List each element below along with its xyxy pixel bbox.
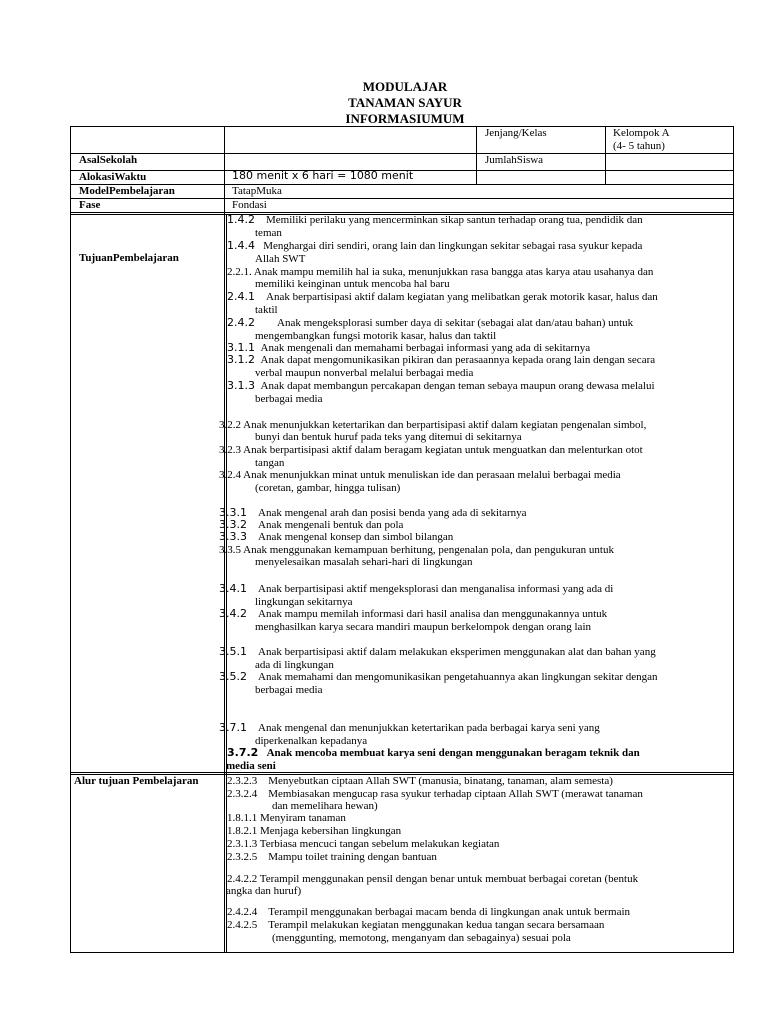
list-item-cont: diperkenalkan kepadanya	[255, 735, 368, 747]
model-pembelajaran-label: ModelPembelajaran	[79, 185, 175, 197]
fase-value: Fondasi	[232, 199, 267, 211]
list-item-cont: tangan	[255, 457, 285, 469]
list-item-cont: angka dan huruf)	[226, 885, 302, 897]
list-item-cont: (coretan, gambar, hingga tulisan)	[255, 482, 401, 494]
list-item: 2.3.2.3 Menyebutkan ciptaan Allah SWT (manusia, binatang, tanaman, alam semesta)	[227, 775, 613, 787]
list-item: 2.4.1 Anak berpartisipasi aktif dalam kegiatan yang melibatkan gerak motorik kasar, halus dan	[227, 290, 658, 303]
list-item-cont: verbal maupun nonverbal melalui berbagai media	[255, 367, 474, 379]
list-item-cont: memiliki keinginan untuk mencoba hal baru	[255, 278, 450, 290]
jumlah-siswa-label: JumlahSiswa	[485, 154, 544, 166]
list-item: 3.7.2 Anak mencoba membuat karya seni dengan menggunakan beragam teknik dan	[227, 746, 640, 759]
asal-sekolah-label: AsalSekolah	[79, 154, 138, 166]
list-item: 2.3.2.5 Mampu toilet training dengan bantuan	[227, 851, 437, 863]
doc-title-3: INFORMASIUMUM	[345, 111, 465, 126]
list-item-cont: mengembangkan fungsi motorik kasar, halus dan taktil	[255, 330, 497, 342]
list-item: 1.8.1.1 Menyiram tanaman	[227, 812, 346, 824]
alokasi-waktu-value: 180 menit x 6 hari = 1080 menit	[232, 169, 414, 182]
list-item-cont: bunyi dan bentuk huruf pada teks yang ditemui di sekitarnya	[255, 431, 522, 443]
list-item: 1.4.2 Memiliki perilaku yang mencerminkan sikap santun terhadap orang tua, pendidik dan	[227, 213, 643, 226]
list-item-cont: ada di lingkungan	[255, 659, 334, 671]
fase-label: Fase	[79, 199, 101, 211]
list-item-cont: media seni	[226, 760, 276, 772]
list-item-cont: Allah SWT	[255, 253, 306, 265]
list-item: 3.3.1 Anak mengenal arah dan posisi benda yang ada di sekitarnya	[219, 506, 527, 519]
jenjang-value-1: Kelompok A	[613, 127, 670, 139]
list-item: 3.4.2 Anak mampu memilah informasi dari hasil analisa dan menggunakannya untuk	[219, 607, 608, 620]
list-item: 3.1.1 Anak mengenali dan memahami berbagai informasi yang ada di sekitarnya	[227, 341, 591, 354]
list-item-cont: berbagai media	[255, 393, 323, 405]
list-item-cont: berbagai media	[255, 684, 323, 696]
list-item: 2.3.1.3 Terbiasa mencuci tangan sebelum melakukan kegiatan	[227, 838, 500, 850]
list-item: 2.4.2 Anak mengeksplorasi sumber daya di sekitar (sebagai alat dan/atau bahan) untuk	[227, 316, 634, 329]
list-item-cont: lingkungan sekitarnya	[255, 596, 353, 608]
list-item-cont: teman	[255, 227, 282, 239]
model-pembelajaran-value: TatapMuka	[232, 185, 282, 197]
list-item: 3.4.1 Anak berpartisipasi aktif mengeksplorasi dan menganalisa informasi yang ada di	[219, 582, 614, 595]
list-item-cont: menyelesaikan masalah sehari-hari di lingkungan	[255, 556, 473, 568]
list-item: 3.2.4 Anak menunjukkan minat untuk menuliskan ide dan perasaan melalui berbagai media	[219, 469, 621, 481]
list-item: 2.3.2.4 Membiasakan mengucap rasa syukur terhadap ciptaan Allah SWT (merawat tanaman	[227, 788, 643, 800]
list-item: 3.2.3 Anak berpartisipasi aktif dalam beragam kegiatan untuk menguatkan dan melenturkan otot	[219, 444, 643, 456]
list-item: 3.2.2 Anak menunjukkan ketertarikan dan berpartisipasi aktif dalam kegiatan pengenalan simbol,	[219, 419, 647, 431]
list-item: 3.1.3 Anak dapat membangun percakapan dengan teman sebaya maupun orang dewasa melalui	[227, 379, 655, 392]
list-item: 1.8.2.1 Menjaga kebersihan lingkungan	[227, 825, 402, 837]
list-item: 3.5.1 Anak berpartisipasi aktif dalam melakukan eksperimen menggunakan alat dan bahan yang	[219, 645, 656, 658]
list-item: 2.4.2.4 Terampil menggunakan berbagai macam benda di lingkungan anak untuk bermain	[227, 906, 631, 918]
list-item: 3.3.3 Anak mengenal konsep dan simbol bilangan	[219, 530, 454, 543]
list-item-cont: (menggunting, memotong, menganyam dan sebagainya) sesuai pola	[272, 932, 571, 944]
doc-title-1: MODULAJAR	[362, 79, 448, 94]
list-item-cont: taktil	[255, 304, 278, 316]
list-item: 2.4.2.2 Terampil menggunakan pensil dengan benar untuk membuat berbagai coretan (bentuk	[227, 873, 639, 885]
list-item-cont: dan memelihara hewan)	[272, 800, 378, 812]
list-item: 3.3.5 Anak menggunakan kemampuan berhitung, pengenalan pola, dan pengukuran untuk	[219, 544, 614, 556]
jenjang-value-2: (4- 5 tahun)	[613, 140, 665, 152]
list-item: 3.7.1 Anak mengenal dan menunjukkan ketertarikan pada berbagai karya seni yang	[219, 721, 600, 734]
list-item: 3.3.2 Anak mengenali bentuk dan pola	[219, 518, 404, 531]
jenjang-label: Jenjang/Kelas	[485, 127, 547, 139]
alokasi-waktu-label: AlokasiWaktu	[79, 171, 147, 183]
list-item: 2.4.2.5 Terampil melakukan kegiatan menggunakan kedua tangan secara bersamaan	[227, 919, 605, 931]
list-item: 2.2.1. Anak mampu memilih hal ia suka, menunjukkan rasa bangga atas karya atau usahanya dan	[227, 266, 654, 278]
tujuan-pembelajaran-label: TujuanPembelajaran	[79, 252, 179, 264]
alur-tujuan-label: Alur tujuan Pembelajaran	[74, 775, 199, 787]
doc-title-2: TANAMAN SAYUR	[348, 95, 462, 110]
list-item: 1.4.4 Menghargai diri sendiri, orang lain dan lingkungan sekitar sebagai rasa syukur kepada	[227, 239, 643, 252]
list-item: 3.5.2 Anak memahami dan mengomunikasikan pengetahuannya akan lingkungan sekitar dengan	[219, 670, 658, 683]
list-item-cont: menghasilkan karya secara mandiri maupun berkelompok dengan orang lain	[255, 621, 591, 633]
list-item: 3.1.2 Anak dapat mengomunikasikan pikiran dan perasaannya kepada orang lain dengan secara	[227, 353, 656, 366]
